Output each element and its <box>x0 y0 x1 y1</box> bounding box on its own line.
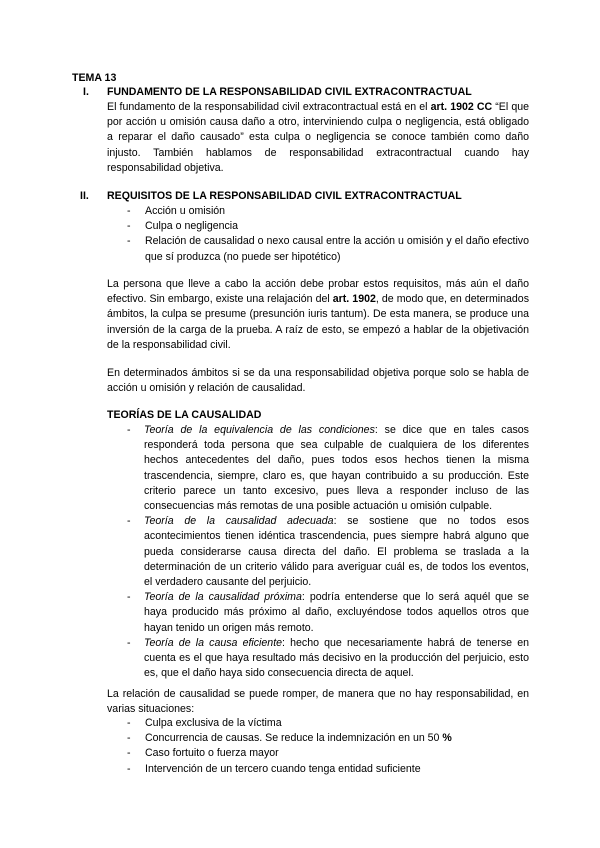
list-item: - Intervención de un tercero cuando tenga entidad suficiente <box>127 762 421 775</box>
section1-text-post: “El que por acción u omisión causa daño a otro, interviniendo culpa o negligencia, está obligado a reparar el daño causado” esta culpa o negligencia se conoce también como daño injusto. También hablamos de responsabilidad extracontractual cuando hay responsabilidad objetiva. <box>107 101 529 174</box>
theory-text: : se dice que en tales casos responderá toda persona que sea culpable de cualquiera de los diferentes hechos antecedentes del daño, pues todos esos hechos tienen la misma trascendencia, siempre, claro es, que hayan contribuido a su producción. Este criterio parece un tanto excesivo, pues lleva a responder incluso de las consecuencias más remotas de una posible actuación u omisión culpable. <box>144 424 529 513</box>
section2-paragraph-2: En determinados ámbitos si se da una responsabilidad objetiva porque solo se habla de acción u omisión y relación de causalidad. <box>107 367 529 395</box>
theory-name: Teoría de la causalidad próxima <box>144 591 302 604</box>
section2-p1-article: art. 1902 <box>332 293 376 306</box>
list-item: - Teoría de la causalidad adecuada: se sostiene que no todos esos acontecimientos tienen idéntica trascendencia, pues siempre habrá alguno que pueda considerarse causa directa del daño. El problema se traslada a la determinación de un criterio válido para averiguar cuál es, de todos los eventos, el verdadero causante del perjuicio. <box>127 515 529 589</box>
list-item: - Concurrencia de causas. Se reduce la indemnización en un 50 % <box>127 732 452 745</box>
section2-title: REQUISITOS DE LA RESPONSABILIDAD CIVIL EXTRACONTRACTUAL <box>107 190 462 202</box>
theory-text: : se sostiene que no todos esos acontecimientos tienen idéntica trascendencia, pues siempre habrá alguno que pueda considerarse causa directa del daño. El problema se traslada a la determinación de un criterio válido para averiguar cuál es, de todos los eventos, el verdadero causante del perjuicio. <box>144 515 529 589</box>
list-item: - Culpa o negligencia <box>127 220 239 233</box>
list-item: - Teoría de la causa eficiente: hecho que necesariamente habrá de tenerse en cuenta es el que haya resultado más decisivo en la producción del perjuicio, esto es, que el daño haya sido consecuencia directa de aquel. <box>127 636 529 680</box>
situation-bold: % <box>442 732 452 745</box>
section2-p1-pre: La persona que lleve a cabo la acción debe probar estos requisitos, más aún el daño efectivo. Sin embargo, existe una relajación del <box>107 278 529 306</box>
heading: TEMA 13 <box>72 72 117 84</box>
section1-paragraph <box>107 100 529 176</box>
list-item: - Teoría de la causalidad próxima: podría entenderse que lo será aquél que se haya producido más próximo al daño, excluyéndose todos aquellos otros que hayan tenido un origen más remoto. <box>127 591 529 634</box>
requirement-text: Culpa o negligencia <box>145 220 239 233</box>
list-item: - Relación de causalidad o nexo causal entre la acción u omisión y el daño efectivo que sí produzca (no puede ser hipotético) <box>127 235 529 263</box>
requirements-list <box>107 204 529 265</box>
list-item: - Teoría de la equivalencia de las condiciones: se dice que en tales casos responderá toda persona que sea culpable de cualquiera de los diferentes hechos antecedentes del daño, pues todos esos hechos tienen la misma trascendencia, siempre, claro es, que hayan contribuido a su producción. Este criterio parece un tanto excesivo, pues lleva a responder incluso de las consecuencias más remotas de una posible actuación u omisión culpable. <box>127 424 529 513</box>
theories-list <box>107 423 529 681</box>
causality-title: TEORÍAS DE LA CAUSALIDAD <box>107 409 262 421</box>
section1-text-pre: El fundamento de la responsabilidad civil extracontractual está en el <box>107 101 431 113</box>
situation-text: Caso fortuito o fuerza mayor <box>145 747 279 760</box>
theory-name: Teoría de la causalidad adecuada <box>144 515 334 528</box>
theory-name: Teoría de la causa eficiente <box>144 636 283 649</box>
list-item: - Acción u omisión <box>127 205 226 217</box>
section1-title: FUNDAMENTO DE LA RESPONSABILIDAD CIVIL EXTRACONTRACTUAL <box>107 86 472 98</box>
section2-p1-post: , de modo que, en determinados ámbitos, la culpa se presume (presunción iuris tantum). De esta manera, se produce una inversión de la carga de la prueba. A raíz de esto, se empezó a hablar de la objetivación de la responsabilidad civil. <box>107 293 530 351</box>
theory-name: Teoría de la equivalencia de las condiciones <box>144 424 375 436</box>
section1-numeral: I. <box>83 86 89 98</box>
theory-text: : podría entenderse que lo será aquél que se haya producido más próximo al daño, excluyéndose todos aquellos otros que hayan tenido un origen más remoto. <box>144 591 529 634</box>
requirement-text: Acción u omisión <box>145 205 226 217</box>
section2-numeral: II. <box>80 190 89 202</box>
situation-text: Concurrencia de causas. Se reduce la indemnización en un 50 <box>145 732 443 745</box>
section1-article: art. 1902 CC <box>430 101 493 113</box>
situations-list <box>107 716 529 777</box>
requirement-text: Relación de causalidad o nexo causal entre la acción u omisión y el daño efectivo que sí produzca (no puede ser hipotético) <box>145 235 529 263</box>
list-item: - Culpa exclusiva de la víctima <box>127 717 282 729</box>
situation-text: Intervención de un tercero cuando tenga entidad suficiente <box>145 762 421 775</box>
list-item: - Caso fortuito o fuerza mayor <box>127 747 279 760</box>
situation-text: Culpa exclusiva de la víctima <box>145 717 282 729</box>
section2-paragraph-1 <box>107 277 529 353</box>
theory-text: : hecho que necesariamente habrá de tenerse en cuenta es el que haya resultado más decisivo en la producción del perjuicio, esto es, que el daño haya sido consecuencia directa de aquel. <box>144 636 529 680</box>
causality-break-intro: La relación de causalidad se puede romper, de manera que no hay responsabilidad, en varias situaciones: <box>107 688 529 716</box>
